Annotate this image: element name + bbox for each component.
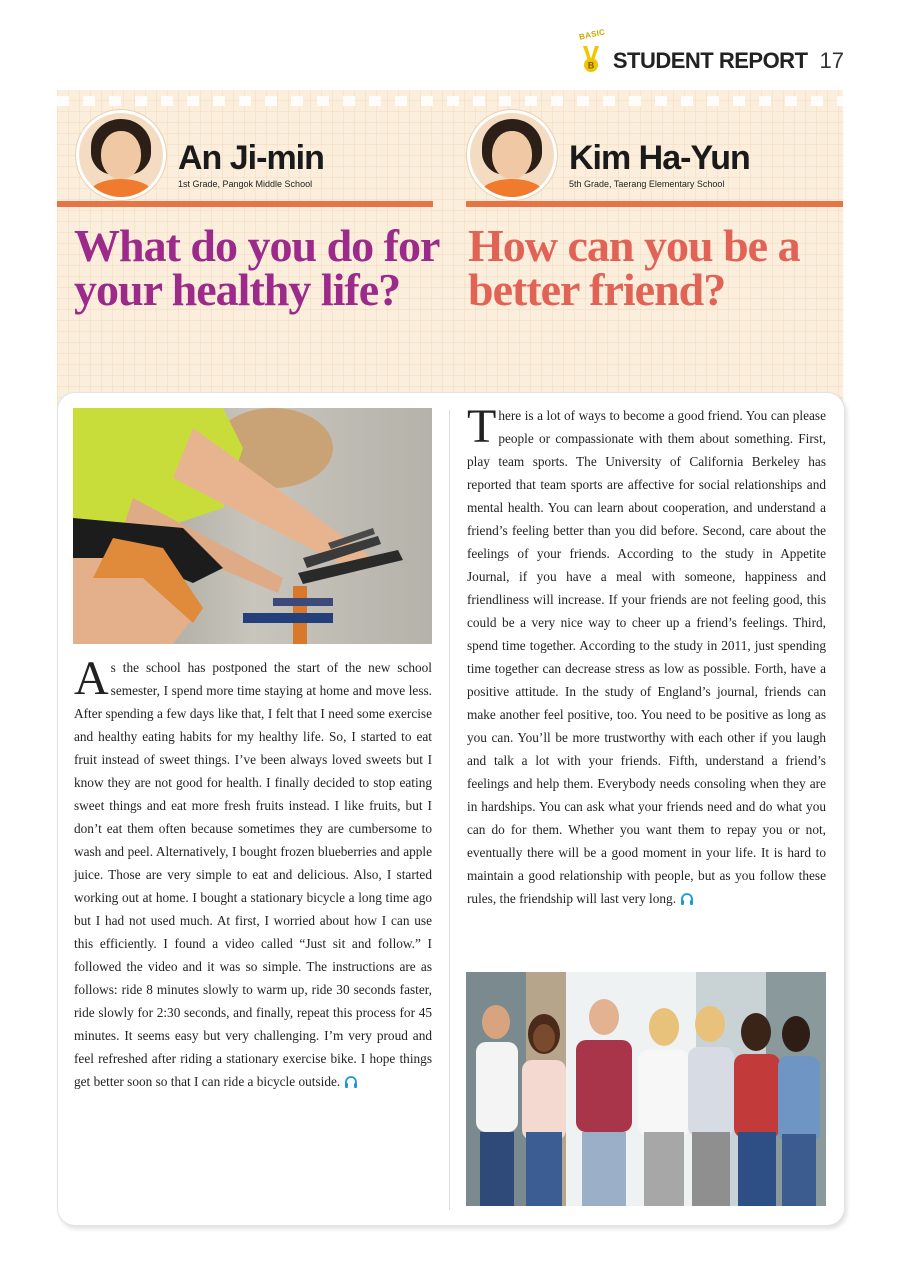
- dropcap-right: T: [467, 400, 497, 453]
- friends-group-photo: [466, 972, 826, 1206]
- author-photo-2: [467, 110, 557, 200]
- article-right-body: here is a lot of ways to become a good friend. You can please people or compassionate with them about something. First, play team sports. The University of California Berkeley has reported that team sports are affective for social relationships and mental health. You can learn about cooperation, and understand a friend’s feeling better than you did before. Second, care about the feelings of your friends. According to the study in Appetite Journal, if you have a meal with someone, happiness and friendliness will increase. If your friends are not feeling good, this could be a very nice way to cheer up a friend’s feelings. Third, spend time together. According to the study in 2011, just spending time together can decrease stress as low as possible. Forth, have a positive attitude. In the study of England’s journal, friends can make another feel positive, too. You need to be positive as long as you can. You’ll be more trustworthy with each other if you laugh and talk a lot with your friends. Fifth, understand a friend’s feelings and help them. Everybody needs consoling when they are in hardships. You can ask what your friends need and do what you can do for them. Whether you want them to repay you or not, eventually there will be a good moment in your life. It is hard to maintain a good relationship with people, but as you follow these rules, the friendship will last very long.: [467, 408, 826, 906]
- basic-logo: [578, 27, 606, 72]
- v-badge-icon: [581, 44, 601, 72]
- article-right: [467, 400, 826, 910]
- author-name-1: An Ji-min: [178, 139, 324, 177]
- dotted-border: [57, 96, 843, 106]
- author-card-2: [467, 110, 750, 200]
- article-left-body: s the school has postponed the start of the new school semester, I spend more time staying at home and move less. After spending a few days like that, I felt that I need some exercise and healthy eating habits for my healthy life. So, I started to eat fruit instead of sweet things. I’ve been always loved sweets but I know they are not good for health. I finally decided to stop eating sweet things and eat more fresh fruits instead. I like fruits, but I don’t eat them often because sometimes they are cumbersome to wash and peel. Alternatively, I bought frozen blueberries and apple juice. Those are very simple to eat and delicious. Also, I started working out at home. I bought a stationary bicycle a long time ago but I had not used much. At first, I worried about how I can use this efficiently. I found a video called “Just sit and follow.” I followed the video and it was so simple. The instructions are as follows: ride 8 minutes slowly to warm up, ride 30 seconds faster, ride slowly for 2:30 seconds, and finally, repeat this process for 45 minutes. It seems easy but very challenging. I’m very proud and feel refreshed after riding a stationary exercise bike. I hope things get better soon so that I can ride a bicycle outside.: [74, 660, 432, 1089]
- logo-small-text: BASIC: [578, 27, 606, 42]
- headline-left: What do you do for your healthy life?: [74, 220, 439, 315]
- orange-rule-left: [57, 201, 433, 207]
- page-number: 17: [819, 48, 844, 73]
- column-divider: [449, 410, 450, 1210]
- author-school-2: 5th Grade, Taerang Elementary School: [569, 179, 725, 189]
- headline-right: How can you be a better friend?: [468, 220, 800, 315]
- article-left: [74, 652, 432, 1093]
- section-title: STUDENT REPORT: [612, 48, 808, 73]
- headphones-icon: [680, 893, 694, 905]
- author-school-1: 1st Grade, Pangok Middle School: [178, 179, 313, 189]
- dropcap-left: A: [74, 652, 109, 705]
- author-card-1: [76, 110, 324, 200]
- headphones-icon: [344, 1076, 358, 1088]
- exercise-bike-photo: [73, 408, 432, 644]
- logo-letter: B: [587, 60, 595, 71]
- author-photo-1: [76, 110, 166, 200]
- orange-rule-right: [466, 201, 843, 207]
- report-brand: [578, 27, 844, 73]
- author-name-2: Kim Ha-Yun: [569, 139, 750, 177]
